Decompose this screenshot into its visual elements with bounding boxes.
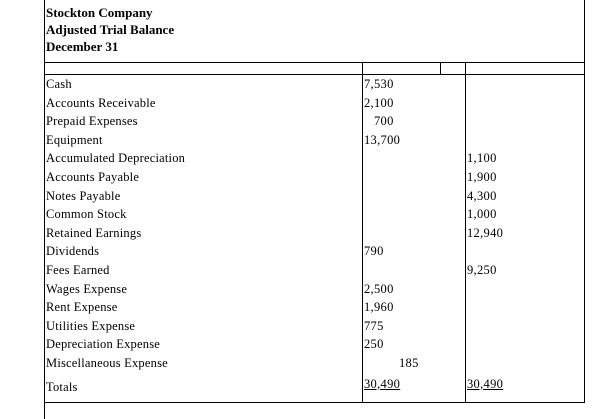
- table-row: [0, 149, 600, 168]
- debit-amount: 790: [364, 244, 384, 259]
- table-row: [0, 187, 600, 206]
- debit-amount: 13,700: [364, 132, 401, 147]
- table-row: [0, 131, 600, 150]
- report-date: December 31: [46, 39, 119, 54]
- account-name: Cash: [46, 77, 72, 91]
- account-name: Depreciation Expense: [46, 337, 161, 352]
- credit-amount: 1,100: [467, 151, 497, 166]
- account-name: Prepaid Expenses: [46, 114, 138, 129]
- account-name: Wages Expense: [46, 281, 128, 296]
- totals-debit: 30,490: [364, 377, 401, 391]
- table-row: [0, 317, 600, 336]
- account-name: Common Stock: [46, 207, 127, 222]
- debit-amount: 2,100: [364, 95, 394, 110]
- right-border: [584, 0, 585, 62]
- table-row: [0, 261, 600, 280]
- account-name: Accounts Payable: [46, 170, 140, 184]
- account-name: Utilities Expense: [46, 318, 136, 333]
- table-row: [0, 75, 600, 94]
- account-name: Accounts Receivable: [46, 95, 156, 110]
- table-row: [0, 335, 600, 354]
- account-name: Dividends: [46, 244, 100, 259]
- account-name: Accumulated Depreciation: [46, 151, 186, 166]
- debit-amount: 185: [399, 356, 419, 370]
- credit-amount: 1,000: [467, 207, 497, 222]
- table-row: [0, 280, 600, 299]
- company-name: Stockton Company: [46, 5, 153, 20]
- account-name: Equipment: [46, 132, 103, 147]
- totals-credit: 30,490: [467, 377, 504, 391]
- credit-amount: 9,250: [467, 263, 497, 277]
- credit-amount: 1,900: [467, 170, 497, 184]
- table-row: [0, 298, 600, 317]
- table-row: [0, 94, 600, 113]
- debit-amount: 7,530: [364, 77, 394, 91]
- table-row: [0, 168, 600, 187]
- table-row: [0, 112, 600, 131]
- debit-amount: 775: [364, 318, 384, 333]
- table-row: [0, 354, 600, 373]
- report-title: Adjusted Trial Balance: [46, 22, 175, 37]
- account-name: Notes Payable: [46, 188, 121, 203]
- debit-amount: 2,500: [364, 281, 394, 296]
- account-name: Rent Expense: [46, 300, 118, 315]
- bottom-rule: [44, 402, 585, 403]
- debit-gap-border: [440, 62, 441, 74]
- debit-amount: 1,960: [364, 300, 394, 315]
- totals-row: [0, 373, 600, 392]
- header-bottom-rule: [44, 62, 585, 63]
- totals-label: Totals: [46, 380, 78, 394]
- table-row: [0, 224, 600, 243]
- debit-amount: 250: [364, 337, 384, 352]
- credit-amount: 4,300: [467, 188, 497, 203]
- table-row: [0, 205, 600, 224]
- debit-amount: 700: [374, 114, 394, 129]
- account-name: Fees Earned: [46, 263, 110, 277]
- table-row: [0, 242, 600, 261]
- account-name: Miscellaneous Expense: [46, 356, 168, 370]
- credit-amount: 12,940: [467, 225, 504, 240]
- account-name: Retained Earnings: [46, 225, 142, 240]
